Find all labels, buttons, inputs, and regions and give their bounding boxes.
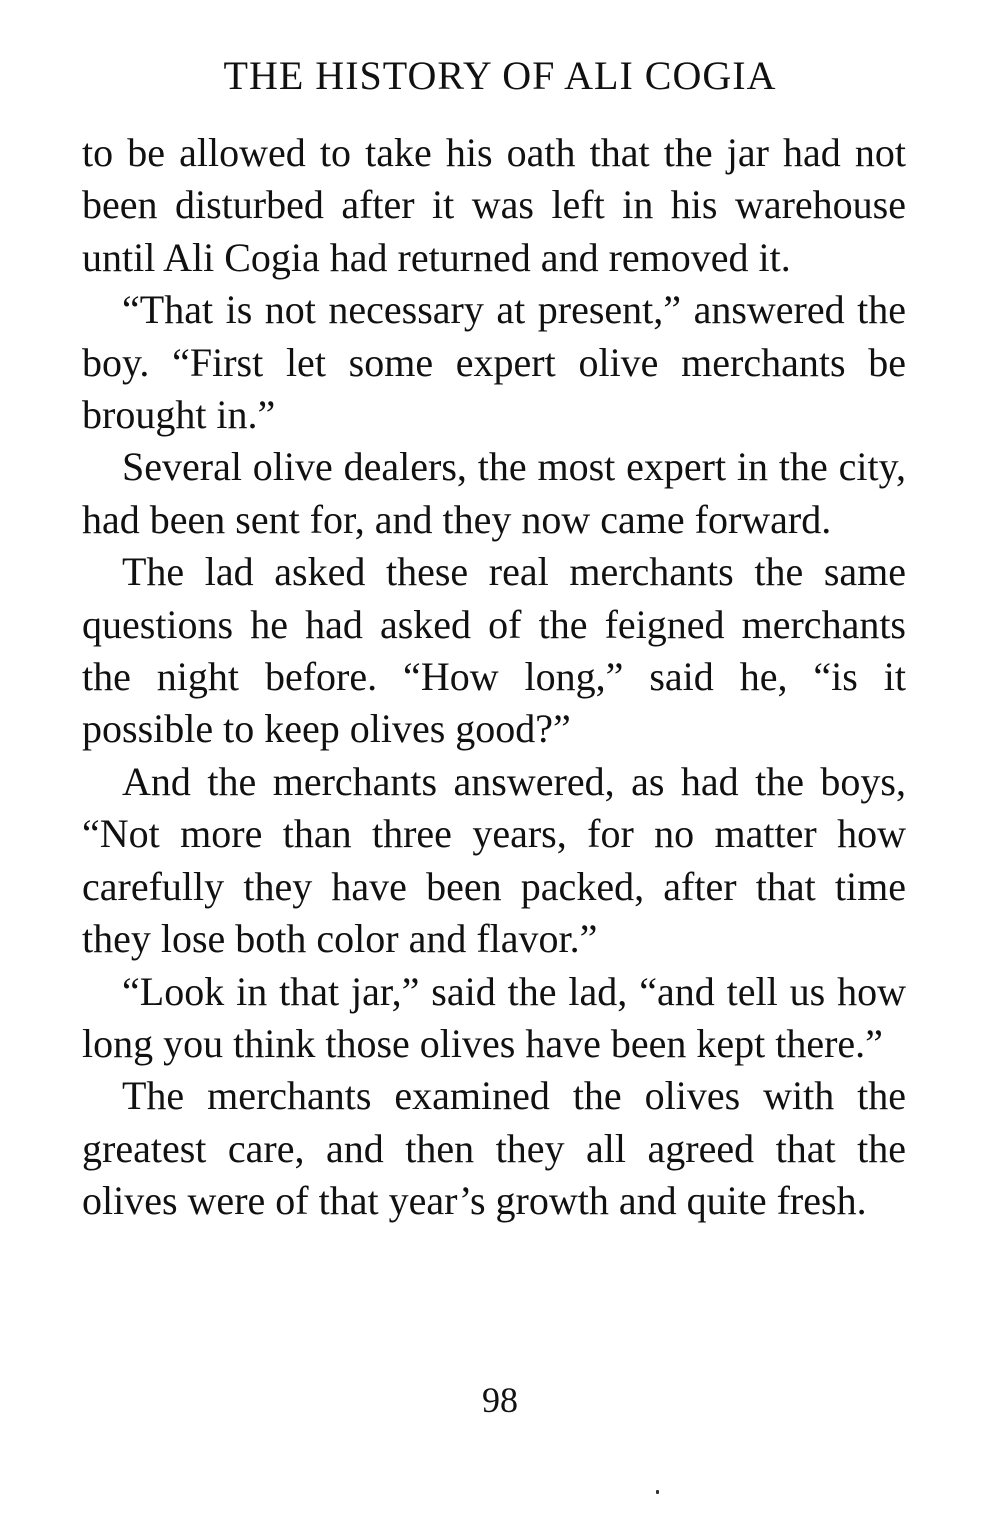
running-head: THE HISTORY OF ALI COGIA (223, 53, 777, 98)
paragraph-3: Several olive dealers, the most expert in the city, had been sent for, and they now came forward. (82, 444, 906, 542)
paragraph-4: The lad asked these real merchants the same questions he had asked of the feigned merchants the night before. “How long,” said he, “is it possible to keep olives good?” (82, 549, 906, 752)
body-text (82, 127, 906, 1228)
ink-speck (656, 1490, 659, 1494)
page-number: 98 (482, 1380, 518, 1420)
paragraph-7: The merchants examined the olives with the greatest care, and then they all agreed that the olives were of that year’s growth and quite fresh. (82, 1073, 906, 1224)
paragraph-2: “That is not necessary at present,” answered the boy. “First let some expert olive merchants be brought in.” (82, 287, 906, 438)
paragraph-1: to be allowed to take his oath that the jar had not been disturbed after it was left in his warehouse until Ali Cogia had returned and removed it. (82, 130, 906, 280)
paragraph-6: “Look in that jar,” said the lad, “and tell us how long you think those olives have been kept there.” (82, 968, 906, 1066)
paragraph-5: And the merchants answered, as had the boys, “Not more than three years, for no matter how carefully they have been packed, after that time they lose both color and flavor.” (82, 758, 906, 962)
